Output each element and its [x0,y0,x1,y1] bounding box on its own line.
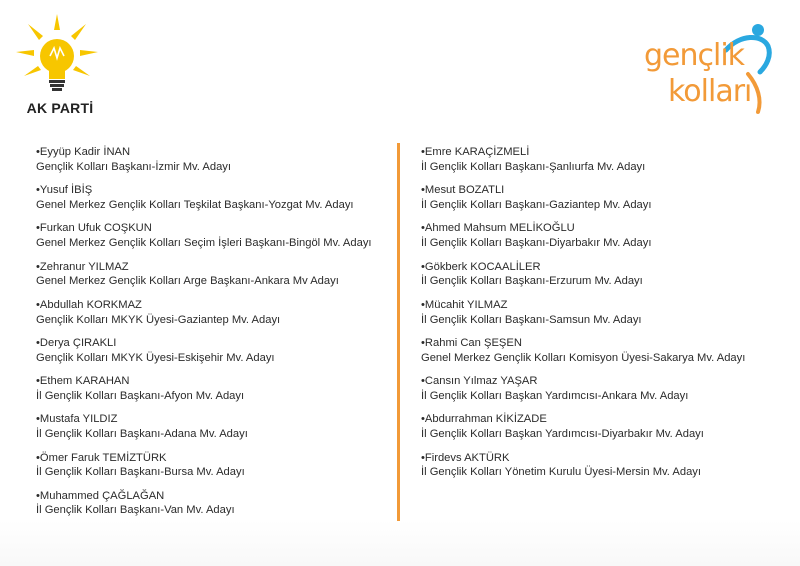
list-item [421,145,781,183]
list-item [36,412,391,450]
candidate-name: •Ethem KARAHAN [36,375,130,388]
candidate-role: İl Gençlik Kolları Yönetim Kurulu Üyesi-Mersin Mv. Adayı [421,466,701,479]
candidate-name: •Furkan Ufuk COŞKUN [36,222,152,235]
candidate-name: •Zehranur YILMAZ [36,260,129,273]
candidate-role: Genel Merkez Gençlik Kolları Arge Başkanı-Ankara Mv Adayı [36,275,339,288]
candidate-name: •Abdullah KORKMAZ [36,298,142,311]
list-item [36,336,391,374]
list-item [421,221,781,259]
column-divider [397,143,400,521]
candidate-role: İl Gençlik Kolları Başkanı-Samsun Mv. Adayı [421,313,642,326]
candidate-role: Gençlik Kolları Başkanı-İzmir Mv. Adayı [36,160,232,173]
list-item [421,374,781,412]
candidate-role: Gençlik Kolları MKYK Üyesi-Eskişehir Mv. Adayı [36,351,275,364]
candidate-name: •Yusuf İBİŞ [36,184,93,197]
candidate-name: •Abdurrahman KİKİZADE [421,413,547,426]
candidate-role: İl Gençlik Kolları Başkanı-Afyon Mv. Adayı [36,389,245,402]
candidate-name: •Emre KARAÇİZMELİ [421,146,530,158]
candidate-role: Genel Merkez Gençlik Kolları Komisyon Üyesi-Sakarya Mv. Adayı [421,351,746,364]
candidate-role: İl Gençlik Kolları Başkanı-Van Mv. Adayı [36,504,235,517]
candidate-name: •Ömer Faruk TEMİZTÜRK [36,451,167,464]
candidate-name: •Cansın Yılmaz YAŞAR [421,375,538,388]
list-item [421,298,781,336]
candidate-name: •Mücahit YILMAZ [421,298,508,311]
list-item [421,260,781,298]
candidate-name: •Gökberk KOCAALİLER [421,260,541,273]
candidate-name: •Mesut BOZATLI [421,184,505,197]
candidate-role: İl Gençlik Kolları Başkanı-Bursa Mv. Adayı [36,466,245,479]
genclik-kollari-logo [640,16,780,116]
ak-parti-logo [14,12,100,122]
candidate-role: İl Gençlik Kolları Başkanı-Gaziantep Mv. Adayı [421,198,652,211]
list-item [421,183,781,221]
kollari-wordmark: kolları [668,74,752,109]
list-item [421,412,781,450]
right-candidate-column [421,145,781,489]
candidate-role: Genel Merkez Gençlik Kolları Seçim İşleri Başkanı-Bingöl Mv. Adayı [36,237,372,250]
list-item [36,374,391,412]
candidate-role: İl Gençlik Kolları Başkanı-Şanlıurfa Mv. Adayı [421,160,646,173]
left-candidate-column [36,145,391,527]
candidate-role: Genel Merkez Gençlik Kolları Teşkilat Başkanı-Yozgat Mv. Adayı [36,198,354,211]
candidate-role: İl Gençlik Kolları Başkan Yardımcısı-Ankara Mv. Adayı [421,389,689,402]
candidate-role: Gençlik Kolları MKYK Üyesi-Gaziantep Mv. Adayı [36,313,281,326]
list-item [421,451,781,489]
candidate-name: •Muhammed ÇAĞLAĞAN [36,489,165,502]
list-item [36,298,391,336]
candidate-role: İl Gençlik Kolları Başkanı-Diyarbakır Mv. Adayı [421,237,652,250]
list-item [36,221,391,259]
candidate-role: İl Gençlik Kolları Başkan Yardımcısı-Diyarbakır Mv. Adayı [421,428,704,441]
candidate-name: •Firdevs AKTÜRK [421,451,510,464]
candidate-name: •Ahmed Mahsum MELİKOĞLU [421,222,575,235]
candidate-name: •Eyyüp Kadir İNAN [36,146,131,158]
genclik-wordmark: gençlik [644,38,745,73]
candidate-name: •Mustafa YILDIZ [36,413,118,426]
candidate-role: İl Gençlik Kolları Başkanı-Adana Mv. Adayı [36,428,248,441]
candidate-name: •Rahmi Can ŞEŞEN [421,336,522,349]
list-item [421,336,781,374]
candidate-name: •Derya ÇIRAKLI [36,336,117,349]
ak-parti-wordmark: AK PARTİ [26,100,94,116]
list-item [36,451,391,489]
background-shade [0,520,800,566]
lightbulb-icon [14,12,100,102]
list-item [36,145,391,183]
list-item [36,183,391,221]
list-item [36,260,391,298]
candidate-role: İl Gençlik Kolları Başkanı-Erzurum Mv. Adayı [421,275,643,288]
